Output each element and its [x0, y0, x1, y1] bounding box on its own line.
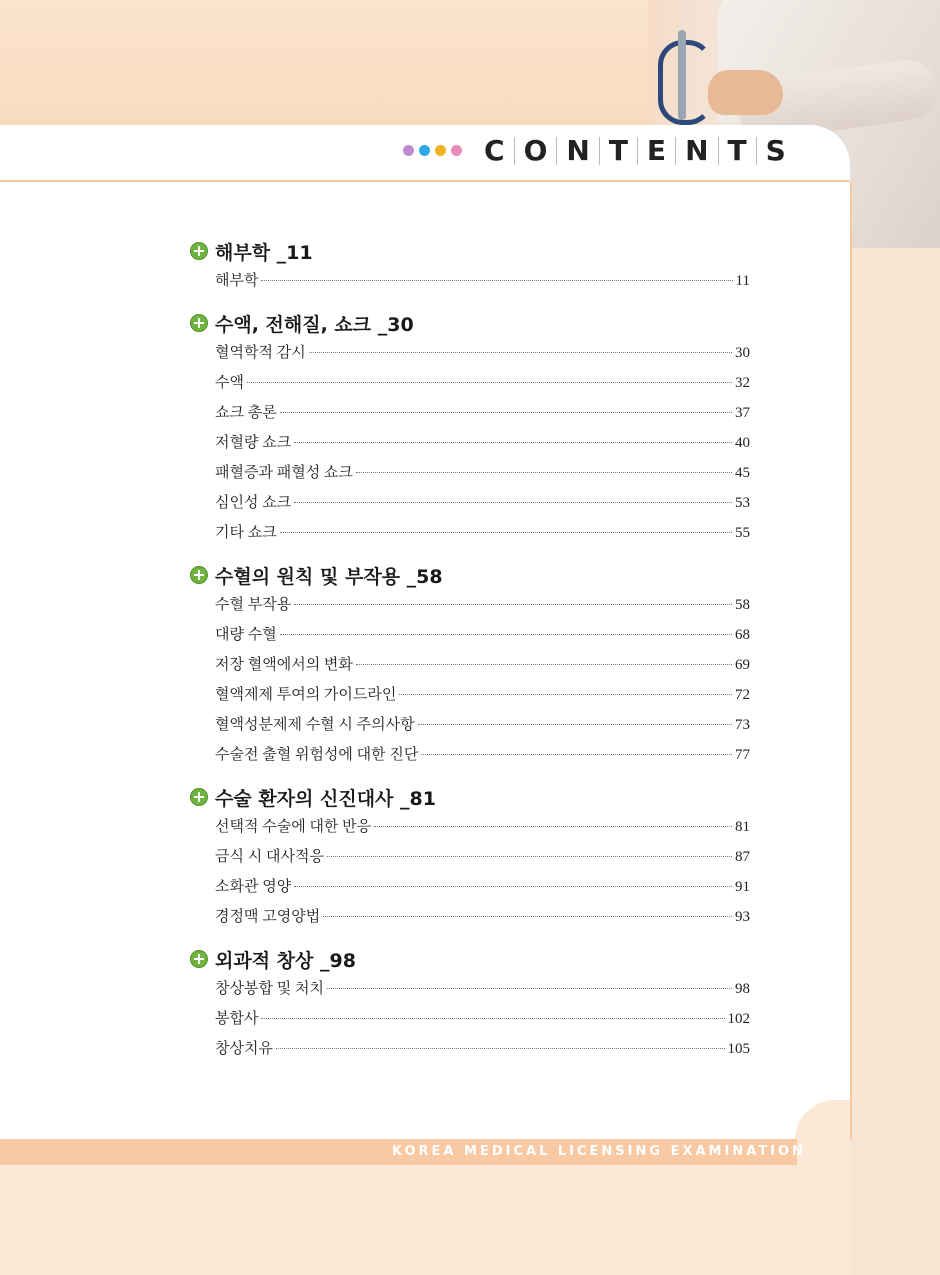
toc-entry[interactable] [215, 842, 750, 872]
dot-leader [276, 1048, 725, 1049]
toc-entry[interactable] [215, 518, 750, 548]
entry-label: 해부학 [215, 273, 259, 289]
toc-entry[interactable] [215, 872, 750, 902]
toc-section [190, 560, 750, 770]
title-letter: N [556, 137, 598, 165]
entry-page-number: 11 [735, 273, 750, 289]
section-title: 수액, 전해질, 쇼크 _30 [215, 313, 414, 336]
entry-page-number: 98 [735, 981, 750, 997]
section-heading[interactable] [190, 782, 750, 812]
toc-entry[interactable] [215, 398, 750, 428]
section-heading[interactable] [190, 560, 750, 590]
entry-page-number: 53 [735, 495, 750, 511]
entry-page-number: 93 [735, 909, 750, 925]
entry-label: 기타 쇼크 [215, 525, 277, 541]
dot-leader [280, 532, 732, 533]
header-dot [403, 145, 414, 156]
plus-circle-icon [190, 242, 208, 260]
toc-entry[interactable] [215, 488, 750, 518]
dot-leader [399, 694, 732, 695]
toc-entry[interactable] [215, 974, 750, 1004]
dot-leader [294, 604, 732, 605]
toc-entry[interactable] [215, 902, 750, 932]
entry-page-number: 32 [735, 375, 750, 391]
table-of-contents [190, 236, 750, 1064]
entry-label: 저장 혈액에서의 변화 [215, 657, 353, 673]
entry-page-number: 30 [735, 345, 750, 361]
entry-label: 혈액성분제제 수혈 시 주의사항 [215, 717, 415, 733]
dot-leader [356, 664, 732, 665]
dot-leader [247, 382, 732, 383]
header-dot [451, 145, 462, 156]
section-heading[interactable] [190, 944, 750, 974]
entry-page-number: 102 [727, 1011, 750, 1027]
stethoscope-tube [678, 30, 686, 120]
entry-page-number: 77 [735, 747, 750, 763]
dot-leader [327, 856, 732, 857]
hand-shape [708, 70, 783, 115]
dot-leader [294, 442, 732, 443]
entry-page-number: 45 [735, 465, 750, 481]
toc-entry[interactable] [215, 368, 750, 398]
entry-label: 심인성 쇼크 [215, 495, 292, 511]
entry-label: 저혈량 쇼크 [215, 435, 292, 451]
title-letter: C [484, 134, 505, 167]
entry-label: 창상치유 [215, 1041, 273, 1057]
entry-label: 쇼크 총론 [215, 405, 277, 421]
contents-title [484, 131, 795, 171]
entry-page-number: 91 [735, 879, 750, 895]
entry-label: 선택적 수술에 대한 반응 [215, 819, 372, 835]
section-heading[interactable] [190, 308, 750, 338]
dot-leader [327, 988, 732, 989]
entry-page-number: 73 [735, 717, 750, 733]
header-dots [403, 145, 462, 156]
title-letter: S [756, 137, 795, 165]
entry-page-number: 37 [735, 405, 750, 421]
toc-entry[interactable] [215, 650, 750, 680]
section-title: 외과적 창상 _98 [215, 949, 356, 972]
entry-page-number: 105 [727, 1041, 750, 1057]
toc-entry[interactable] [215, 1004, 750, 1034]
footer-text: KOREA MEDICAL LICENSING EXAMINATION [392, 1144, 806, 1159]
entry-label: 소화관 영양 [215, 879, 292, 895]
entry-page-number: 81 [735, 819, 750, 835]
dot-leader [261, 280, 732, 281]
entry-page-number: 58 [735, 597, 750, 613]
toc-entry[interactable] [215, 266, 750, 296]
dot-leader [294, 502, 732, 503]
entry-label: 수액 [215, 375, 244, 391]
toc-section [190, 944, 750, 1064]
title-letter: T [599, 137, 637, 165]
title-letter: T [718, 137, 756, 165]
toc-entry[interactable] [215, 338, 750, 368]
toc-entry[interactable] [215, 710, 750, 740]
dot-leader [421, 754, 732, 755]
entry-page-number: 72 [735, 687, 750, 703]
dot-leader [418, 724, 732, 725]
dot-leader [309, 352, 732, 353]
toc-section [190, 308, 750, 548]
entry-label: 혈역학적 감시 [215, 345, 306, 361]
entry-label: 금식 시 대사적응 [215, 849, 324, 865]
header-dot [419, 145, 430, 156]
toc-entry[interactable] [215, 1034, 750, 1064]
toc-entry[interactable] [215, 680, 750, 710]
toc-section [190, 236, 750, 296]
plus-circle-icon [190, 950, 208, 968]
entry-label: 대량 수혈 [215, 627, 277, 643]
entry-page-number: 55 [735, 525, 750, 541]
toc-entry[interactable] [215, 458, 750, 488]
entry-label: 패혈증과 패혈성 쇼크 [215, 465, 353, 481]
section-heading[interactable] [190, 236, 750, 266]
toc-entry[interactable] [215, 428, 750, 458]
plus-circle-icon [190, 314, 208, 332]
header-dot [435, 145, 446, 156]
dot-leader [323, 916, 732, 917]
entry-page-number: 40 [735, 435, 750, 451]
entry-label: 혈액제제 투여의 가이드라인 [215, 687, 397, 703]
toc-entry[interactable] [215, 620, 750, 650]
entry-label: 봉합사 [215, 1011, 259, 1027]
toc-entry[interactable] [215, 812, 750, 842]
entry-label: 수혈 부작용 [215, 597, 292, 613]
dot-leader [280, 412, 732, 413]
toc-section [190, 782, 750, 932]
section-title: 수술 환자의 신진대사 _81 [215, 787, 436, 810]
dot-leader [294, 886, 732, 887]
toc-entry[interactable] [215, 590, 750, 620]
title-letter: N [675, 137, 717, 165]
section-title: 수혈의 원칙 및 부작용 _58 [215, 565, 443, 588]
entry-label: 수술전 출혈 위험성에 대한 진단 [215, 747, 419, 763]
entry-page-number: 69 [735, 657, 750, 673]
plus-circle-icon [190, 566, 208, 584]
dot-leader [374, 826, 732, 827]
title-letter: E [637, 137, 675, 165]
entry-page-number: 87 [735, 849, 750, 865]
title-letter: O [514, 137, 557, 165]
section-title: 해부학 _11 [215, 241, 313, 264]
dot-leader [261, 1018, 724, 1019]
dot-leader [356, 472, 732, 473]
side-pattern [850, 248, 940, 1275]
plus-circle-icon [190, 788, 208, 806]
toc-entry[interactable] [215, 740, 750, 770]
dot-leader [280, 634, 732, 635]
entry-page-number: 68 [735, 627, 750, 643]
entry-label: 창상봉합 및 처치 [215, 981, 324, 997]
entry-label: 경정맥 고영양법 [215, 909, 321, 925]
